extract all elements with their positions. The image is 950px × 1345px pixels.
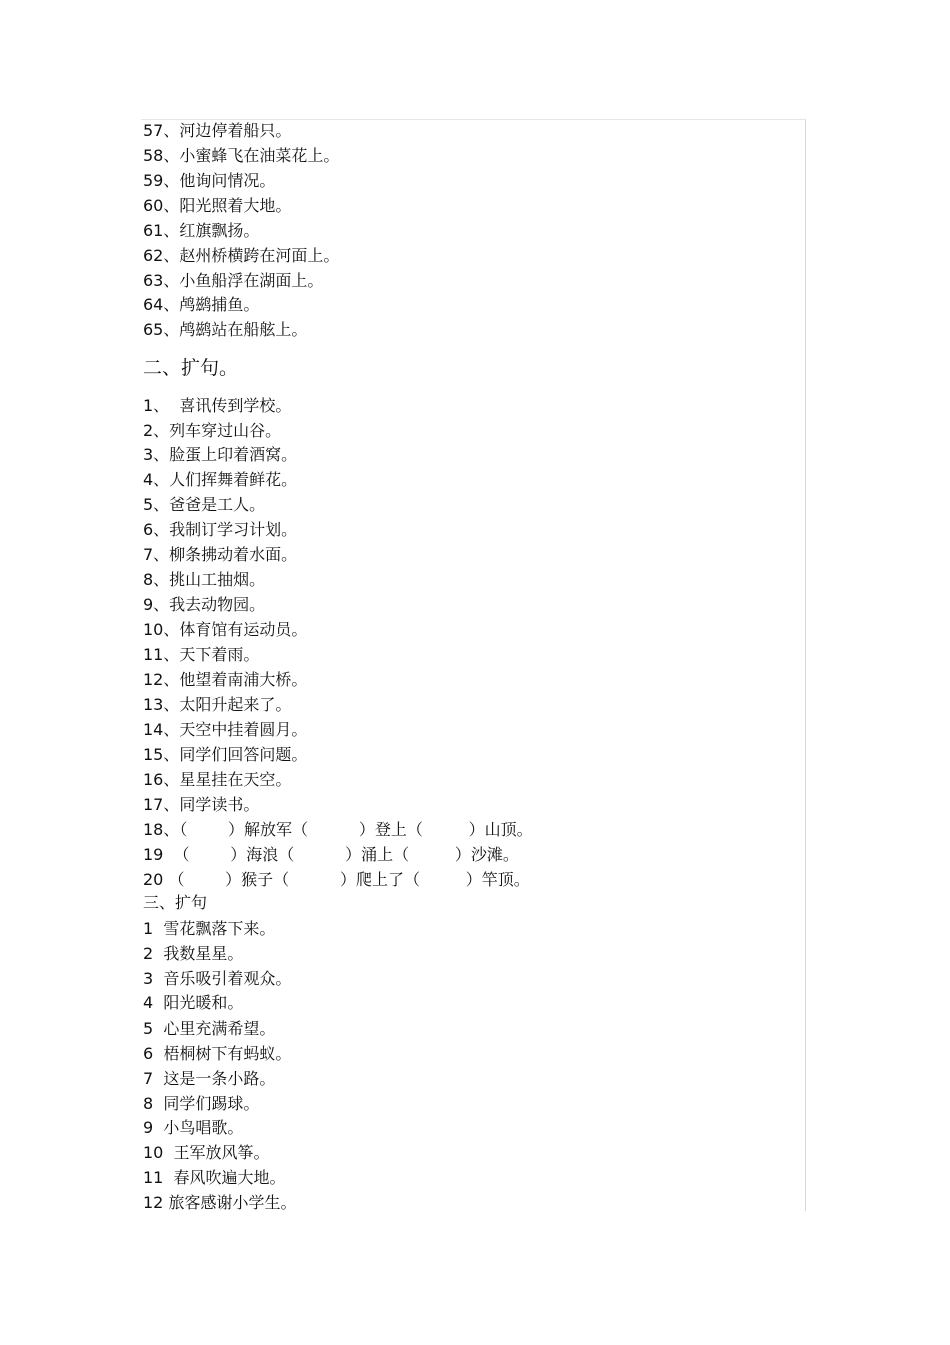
expand-sentence-item: 9 小鸟唱歌。	[143, 1118, 244, 1137]
section-two-title: 二、扩句。	[143, 357, 239, 379]
expand-sentence-item: 4 阳光暖和。	[143, 993, 244, 1012]
expand-sentence-item: 17、同学读书。	[143, 795, 260, 814]
expand-sentence-item: 12、他望着南浦大桥。	[143, 670, 308, 689]
expand-sentence-item: 8 同学们踢球。	[143, 1094, 260, 1113]
expand-sentence-item: 16、星星挂在天空。	[143, 770, 292, 789]
fill-blank-item: 20 （ ）猴子（ ）爬上了（ ）竿顶。	[143, 870, 530, 889]
expand-sentence-item: 15、同学们回答问题。	[143, 745, 308, 764]
expand-sentence-item: 14、天空中挂着圆月。	[143, 720, 308, 739]
sentence-item: 62、赵州桥横跨在河面上。	[143, 246, 340, 265]
expand-sentence-item: 12 旅客感谢小学生。	[143, 1193, 297, 1212]
expand-sentence-item: 10、体育馆有运动员。	[143, 620, 308, 639]
expand-sentence-item: 1 雪花飘落下来。	[143, 919, 276, 938]
expand-sentence-item: 10 王军放风筝。	[143, 1143, 270, 1162]
expand-sentence-item: 4、人们挥舞着鲜花。	[143, 470, 298, 489]
sentence-item: 58、小蜜蜂飞在油菜花上。	[143, 146, 340, 165]
expand-sentence-item: 6、我制订学习计划。	[143, 520, 298, 539]
sentence-item: 57、河边停着船只。	[143, 121, 292, 140]
sentence-item: 60、阳光照着大地。	[143, 196, 292, 215]
expand-sentence-item: 7 这是一条小路。	[143, 1069, 276, 1088]
expand-sentence-item: 8、挑山工抽烟。	[143, 570, 266, 589]
expand-sentence-item: 3 音乐吸引着观众。	[143, 969, 292, 988]
expand-sentence-item: 2 我数星星。	[143, 944, 244, 963]
expand-sentence-item: 1、 喜讯传到学校。	[143, 396, 292, 415]
expand-sentence-item: 5、爸爸是工人。	[143, 495, 266, 514]
section-three-title: 三、扩句	[143, 893, 208, 912]
sentence-item: 61、红旗飘扬。	[143, 221, 260, 240]
expand-sentence-item: 6 梧桐树下有蚂蚁。	[143, 1044, 292, 1063]
expand-sentence-item: 7、柳条拂动着水面。	[143, 545, 298, 564]
sentence-item: 65、鸬鹚站在船舷上。	[143, 320, 308, 339]
sentence-item: 59、他询问情况。	[143, 171, 276, 190]
fill-blank-item: 19 （ ）海浪（ ）涌上（ ）沙滩。	[143, 845, 519, 864]
expand-sentence-item: 11 春风吹遍大地。	[143, 1168, 286, 1187]
sentence-item: 63、小鱼船浮在湖面上。	[143, 271, 324, 290]
expand-sentence-item: 11、天下着雨。	[143, 645, 260, 664]
expand-sentence-item: 9、我去动物园。	[143, 595, 266, 614]
expand-sentence-item: 13、太阳升起来了。	[143, 695, 292, 714]
fill-blank-item: 18、（ ）解放军（ ）登上（ ）山顶。	[143, 820, 533, 839]
sentence-item: 64、鸬鹚捕鱼。	[143, 295, 260, 314]
expand-sentence-item: 5 心里充满希望。	[143, 1019, 276, 1038]
expand-sentence-item: 3、脸蛋上印着酒窝。	[143, 445, 298, 464]
expand-sentence-item: 2、列车穿过山谷。	[143, 421, 282, 440]
